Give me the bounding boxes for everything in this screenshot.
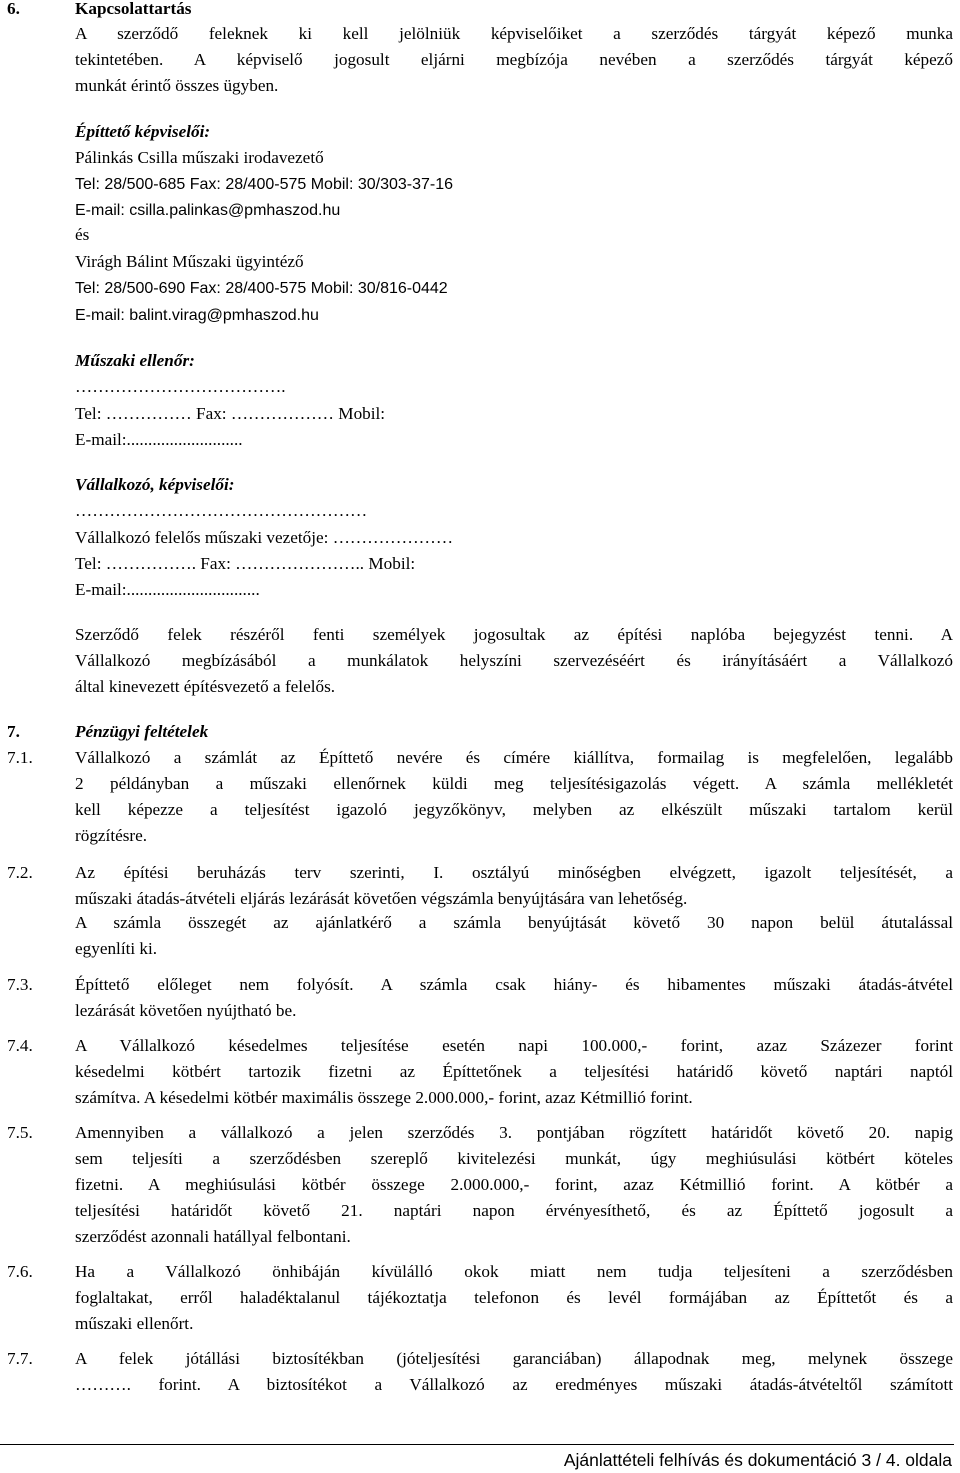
client-rep-email: E-mail: balint.virag@pmhaszod.hu <box>75 307 319 324</box>
clause-line: A számla összegét az ajánlatkérő a számla benyújtását követő 30 napon belül átutalással <box>75 913 953 932</box>
client-rep-name: Virágh Bálint Műszaki ügyintéző <box>75 252 304 271</box>
clause-line: A felek jótállási biztosítékban (jóteljesítési garanciában) állapodnak meg, melynek összege <box>75 1349 953 1368</box>
clause-line: műszaki átadás-átvételi eljárás lezárását követően végszámla benyújtására van lehetőség. <box>75 889 688 908</box>
clause-number: 7.1. <box>7 748 33 767</box>
inspector-email: E-mail:........................... <box>75 430 243 449</box>
client-rep-name: Pálinkás Csilla műszaki irodavezető <box>75 148 324 167</box>
inspector-name-blank: ………………………………. <box>75 377 286 396</box>
paragraph-line: Szerződő felek részéről fenti személyek jogosultak az építési naplóba bejegyzést tenni. A <box>75 625 953 644</box>
contractor-heading: Vállalkozó, képviselői: <box>75 475 235 494</box>
clause-line: teljesítési határidőt követő 21. naptári napon érvényesíthető, és az Építtető jogosult a <box>75 1201 953 1220</box>
inspector-heading: Műszaki ellenőr: <box>75 351 195 370</box>
clause-line: Ha a Vállalkozó önhibáján kívülálló okok miatt nem tudja teljesíteni a szerződésben <box>75 1262 953 1281</box>
clause-line: egyenlíti ki. <box>75 939 158 958</box>
clause-number: 7.5. <box>7 1123 33 1142</box>
client-heading: Építtető képviselői: <box>75 122 211 141</box>
clause-line: szerződést azonnali hatállyal felbontani. <box>75 1227 351 1246</box>
clause-line: rögzítésre. <box>75 826 148 845</box>
paragraph-line: tekintetében. A képviselő jogosult eljárni megbízója nevében a szerződés tárgyát képező <box>75 50 953 69</box>
contractor-email: E-mail:............................... <box>75 580 260 599</box>
clause-line: számítva. A késedelmi kötbér maximális összege 2.000.000,- forint, azaz Kétmillió forint. <box>75 1088 693 1107</box>
paragraph-line: A szerződő feleknek ki kell jelölniük képviselőiket a szerződés tárgyát képező munka <box>75 24 953 43</box>
clause-line: műszaki ellenőrt. <box>75 1314 194 1333</box>
page-footer: Ajánlattételi felhívás és dokumentáció 3 / 4. oldala <box>563 1450 952 1470</box>
clause-number: 7.6. <box>7 1262 33 1281</box>
footer-divider <box>0 1444 954 1445</box>
clause-line: sem teljesíti a szerződésben szereplő kivitelezési munkát, úgy meghiúsulási kötbért köteles <box>75 1149 953 1168</box>
clause-line: foglaltakat, erről haladéktalanul tájékoztatja telefonon és levél formájában az Építtetőt és a <box>75 1288 953 1307</box>
clause-line: lezárását követően nyújtható be. <box>75 1001 297 1020</box>
contractor-name-blank: …………………………………………… <box>75 501 368 520</box>
clause-line: Vállalkozó a számlát az Építtető nevére és címére kiállítva, formailag is megfelelően, legalább <box>75 748 953 767</box>
paragraph-line: Vállalkozó megbízásából a munkálatok helyszíni szervezéséért és irányításáért a Vállalkozó <box>75 651 953 670</box>
client-rep-phone: Tel: 28/500-685 Fax: 28/400-575 Mobil: 30/303-37-16 <box>75 176 454 193</box>
clause-line: ………. forint. A biztosítékot a Vállalkozó az eredményes műszaki átadás-átvételtől számított <box>75 1375 953 1394</box>
inspector-phone-line: Tel: …………… Fax: ……………… Mobil: <box>75 404 386 423</box>
clause-line: Építtető előleget nem folyósít. A számla csak hiány- és hibamentes műszaki átadás-átvétel <box>75 975 953 994</box>
clause-number: 7.3. <box>7 975 33 994</box>
section-title: Kapcsolattartás <box>75 0 192 18</box>
clause-line: A Vállalkozó késedelmes teljesítése esetén napi 100.000,- forint, azaz Százezer forint <box>75 1036 953 1055</box>
clause-line: Az építési beruházás terv szerinti, I. osztályú minőségben elvégzett, igazolt teljesítését, a <box>75 863 953 882</box>
section-title: Pénzügyi feltételek <box>75 722 209 741</box>
paragraph-line: munkát érintő összes ügyben. <box>75 76 279 95</box>
client-rep-phone: Tel: 28/500-690 Fax: 28/400-575 Mobil: 30/816-0442 <box>75 280 448 297</box>
clause-line: késedelmi kötbért tartozik fizetni az Építtetőnek a teljesítési határidő követő naptári naptól <box>75 1062 953 1081</box>
section-number: 7. <box>7 722 20 741</box>
contractor-phone-line: Tel: ……………. Fax: ………………….. Mobil: <box>75 554 416 573</box>
clause-line: kell képezze a teljesítést igazoló jegyzőkönyv, melyben az elkészült műszaki tartalom kerül <box>75 800 953 819</box>
clause-line: fizetni. A meghiúsulási kötbér összege 2.000.000,- forint, azaz Kétmillió forint. A kötbér a <box>75 1175 953 1194</box>
clause-line: 2 példányban a műszaki ellenőrnek küldi meg teljesítésigazolás végett. A számla mellékletét <box>75 774 953 793</box>
conjunction: és <box>75 225 90 244</box>
clause-line: Amennyiben a vállalkozó a jelen szerződés 3. pontjában rögzített határidőt követő 20. napig <box>75 1123 953 1142</box>
section-number: 6. <box>7 0 20 18</box>
clause-number: 7.7. <box>7 1349 33 1368</box>
client-rep-email: E-mail: csilla.palinkas@pmhaszod.hu <box>75 202 341 219</box>
paragraph-line: által kinevezett építésvezető a felelős. <box>75 677 336 696</box>
contractor-manager: Vállalkozó felelős műszaki vezetője: ………………… <box>75 528 454 547</box>
clause-number: 7.2. <box>7 863 33 882</box>
clause-number: 7.4. <box>7 1036 33 1055</box>
